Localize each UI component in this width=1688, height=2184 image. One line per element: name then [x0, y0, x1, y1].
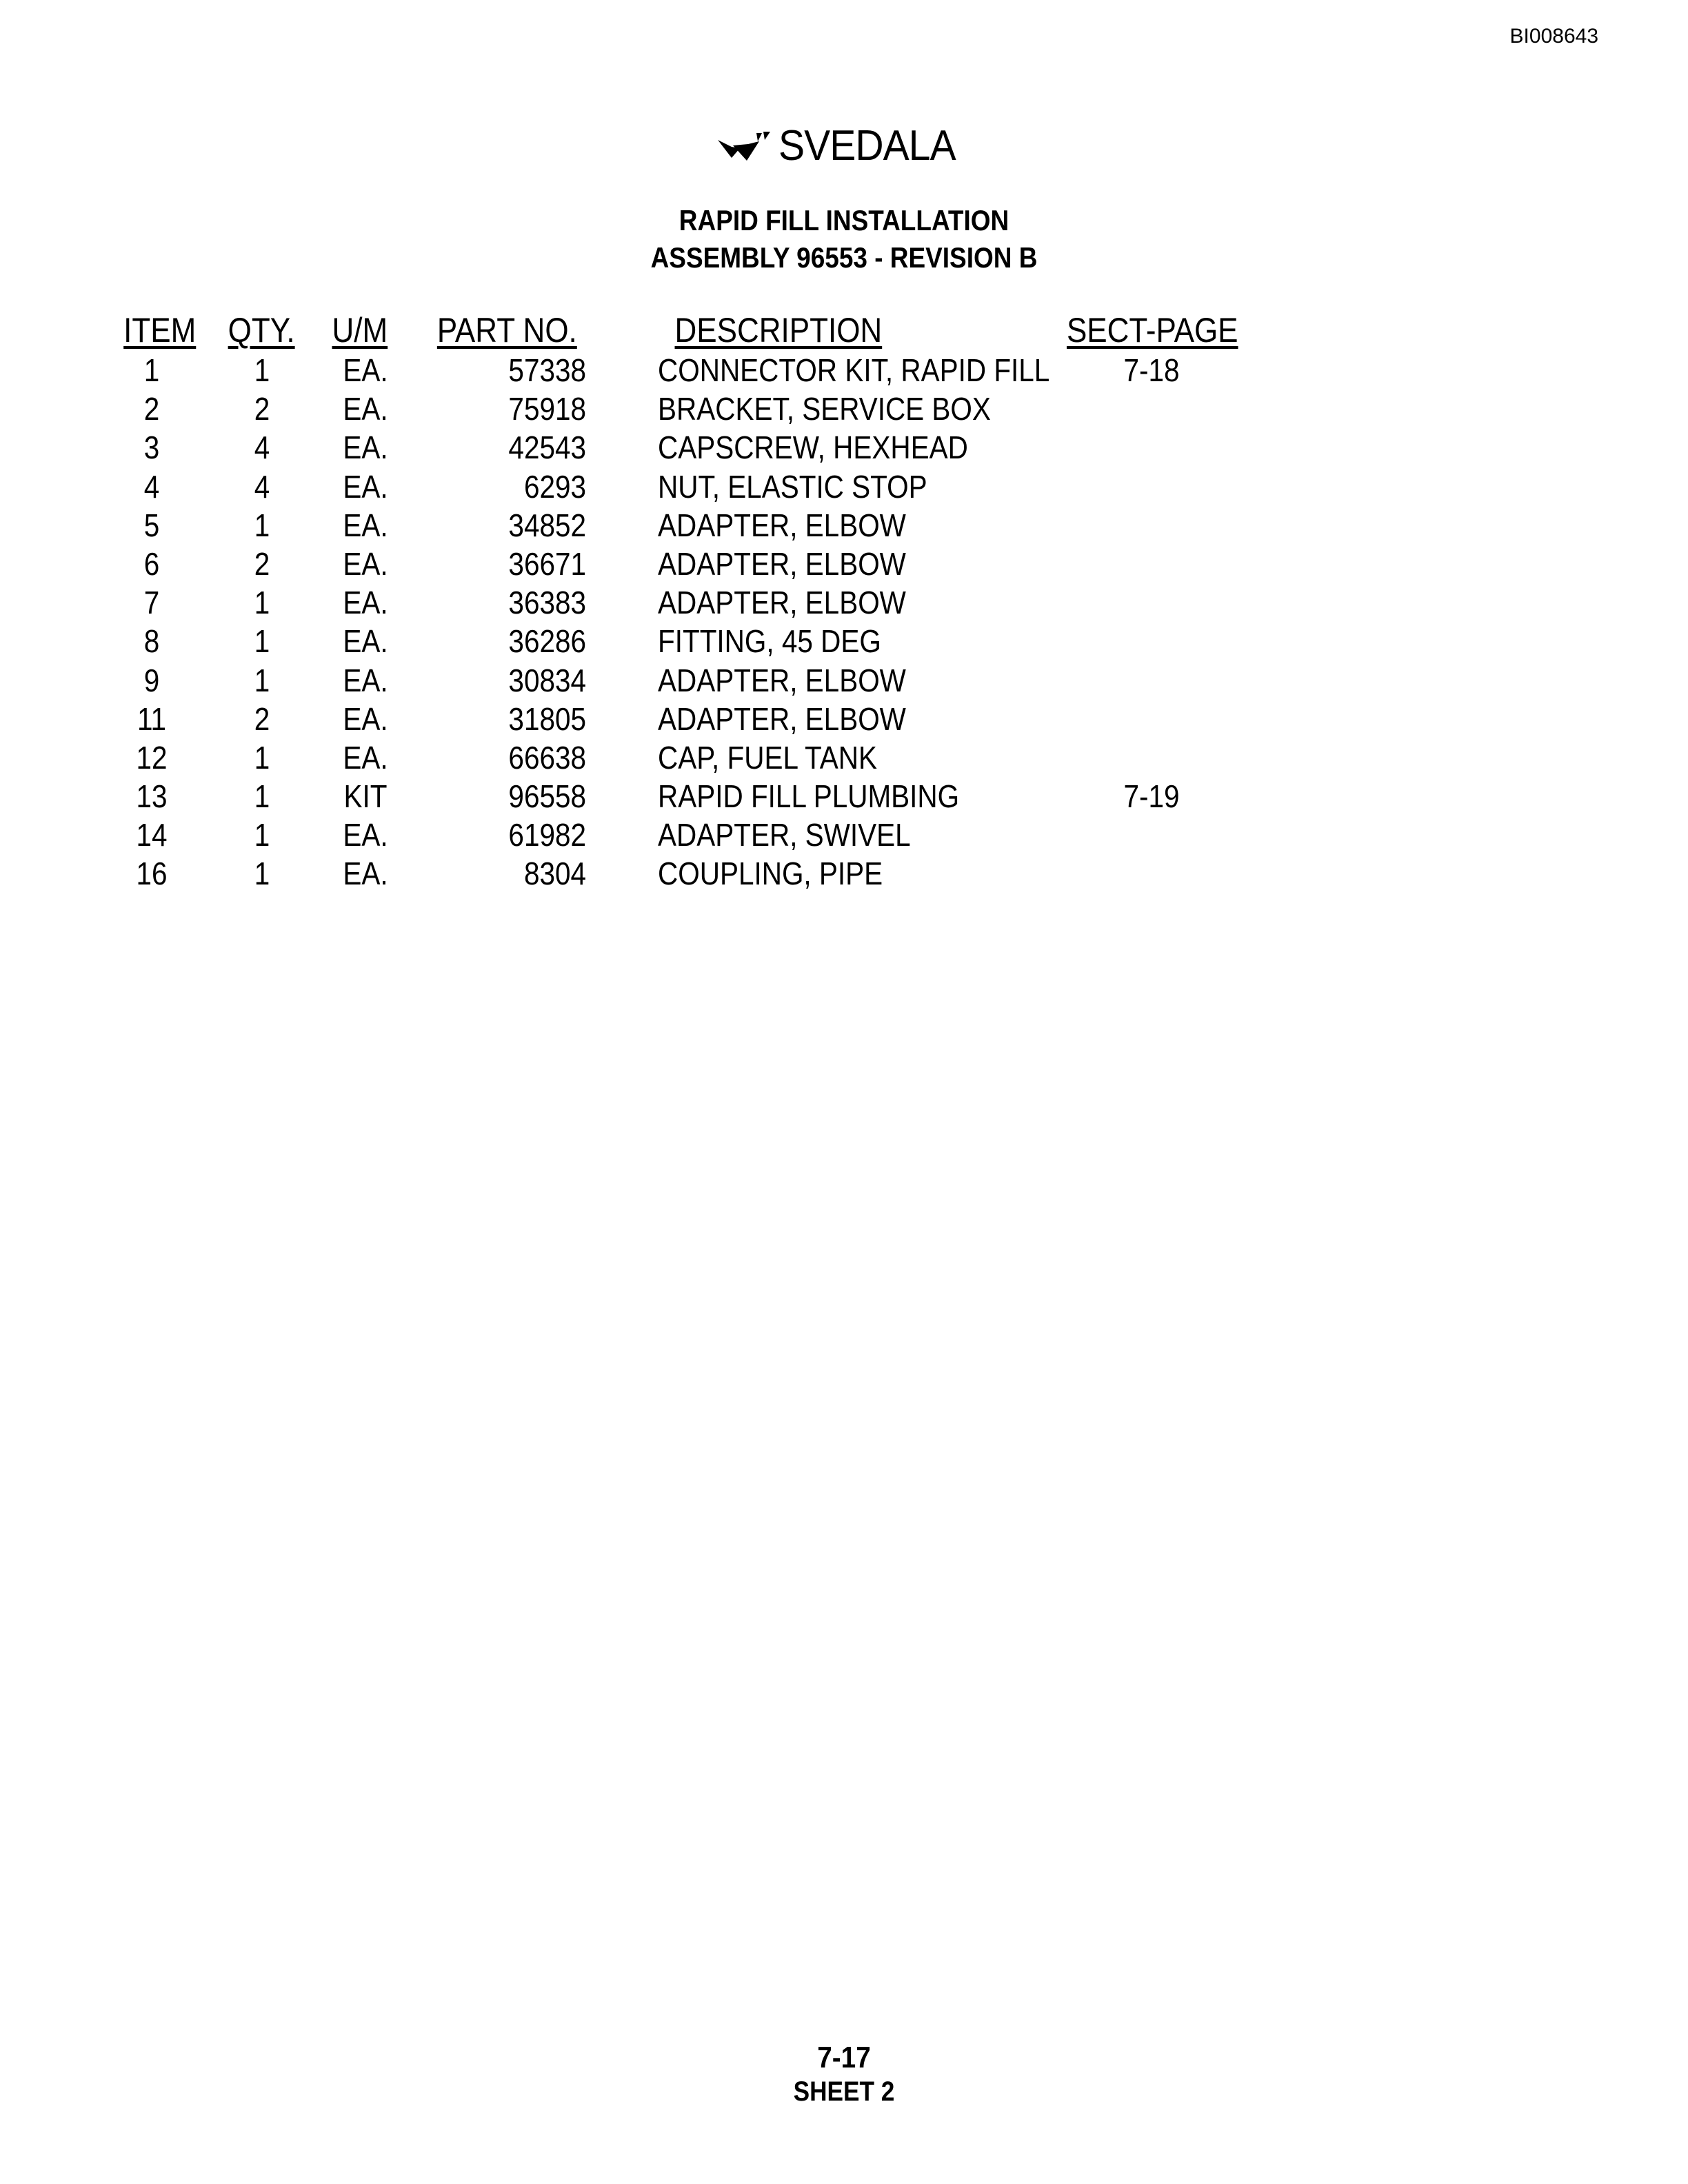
part-number-cell: 36671	[508, 545, 586, 582]
um-cell: EA.	[343, 623, 388, 660]
svedala-logo-icon	[716, 130, 774, 162]
column-header-um: U/M	[332, 311, 388, 350]
table-row	[0, 739, 1688, 778]
column-header-sect-page: SECT-PAGE	[1066, 311, 1238, 350]
page-title: RAPID FILL INSTALLATION	[679, 204, 1009, 236]
part-number-cell: 31805	[508, 700, 586, 737]
item-cell: 3	[143, 429, 160, 466]
um-cell: EA.	[343, 700, 388, 737]
qty-cell: 1	[254, 662, 270, 698]
brand-name: SVEDALA	[778, 122, 956, 170]
description-cell: CAP, FUEL TANK	[658, 739, 877, 776]
description-cell: ADAPTER, ELBOW	[658, 507, 906, 543]
description-cell: ADAPTER, ELBOW	[658, 700, 906, 737]
table-body	[0, 352, 1688, 894]
table-row	[0, 468, 1688, 507]
part-number-cell: 61982	[508, 817, 586, 853]
part-number-cell: 96558	[508, 778, 586, 815]
qty-cell: 2	[254, 391, 270, 427]
sect-page-cell: 7-19	[1123, 778, 1180, 815]
part-number-cell: 8304	[523, 856, 586, 892]
part-number-cell: 30834	[508, 662, 586, 698]
description-cell: ADAPTER, ELBOW	[658, 662, 906, 698]
um-cell: EA.	[343, 662, 388, 698]
table-row	[0, 390, 1688, 429]
sheet-number: SHEET 2	[793, 2076, 895, 2107]
part-number-cell: 36286	[508, 623, 586, 660]
qty-cell: 2	[254, 545, 270, 582]
description-cell: CONNECTOR KIT, RAPID FILL	[658, 352, 1050, 388]
column-header-item: ITEM	[123, 311, 197, 350]
description-cell: RAPID FILL PLUMBING	[658, 778, 960, 815]
um-cell: EA.	[343, 507, 388, 543]
item-cell: 8	[143, 623, 160, 660]
description-cell: ADAPTER, ELBOW	[658, 545, 906, 582]
description-cell: FITTING, 45 DEG	[658, 623, 881, 660]
table-row	[0, 623, 1688, 661]
table-row	[0, 507, 1688, 545]
um-cell: KIT	[343, 778, 388, 815]
table-row	[0, 352, 1688, 390]
part-number-cell: 36383	[508, 585, 586, 621]
part-number-cell: 6293	[523, 468, 586, 505]
qty-cell: 1	[254, 507, 270, 543]
description-cell: BRACKET, SERVICE BOX	[658, 391, 991, 427]
um-cell: EA.	[343, 739, 388, 776]
um-cell: EA.	[343, 429, 388, 466]
item-cell: 4	[143, 468, 160, 505]
description-cell: NUT, ELASTIC STOP	[658, 468, 927, 505]
page-subtitle: ASSEMBLY 96553 - REVISION B	[650, 241, 1038, 274]
um-cell: EA.	[343, 468, 388, 505]
part-number-cell: 57338	[508, 352, 586, 388]
description-cell: CAPSCREW, HEXHEAD	[658, 429, 968, 466]
item-cell: 5	[143, 507, 160, 543]
um-cell: EA.	[343, 545, 388, 582]
sect-page-cell: 7-18	[1123, 352, 1180, 388]
qty-cell: 1	[254, 739, 270, 776]
brand-logo	[0, 121, 1688, 170]
part-number-cell: 34852	[508, 507, 586, 543]
item-cell: 2	[143, 391, 160, 427]
part-number-cell: 42543	[508, 429, 586, 466]
part-number-cell: 75918	[508, 391, 586, 427]
table-row	[0, 429, 1688, 467]
qty-cell: 1	[254, 352, 270, 388]
item-cell: 6	[143, 545, 160, 582]
um-cell: EA.	[343, 817, 388, 853]
table-row	[0, 816, 1688, 855]
description-cell: ADAPTER, ELBOW	[658, 585, 906, 621]
column-header-description: DESCRIPTION	[674, 311, 883, 350]
description-cell: ADAPTER, SWIVEL	[658, 817, 911, 853]
um-cell: EA.	[343, 856, 388, 892]
item-cell: 11	[137, 700, 167, 737]
table-row	[0, 855, 1688, 893]
description-cell: COUPLING, PIPE	[658, 856, 883, 892]
item-cell: 1	[143, 352, 160, 388]
um-cell: EA.	[343, 585, 388, 621]
qty-cell: 1	[254, 623, 270, 660]
table-row	[0, 662, 1688, 700]
qty-cell: 1	[254, 585, 270, 621]
qty-cell: 1	[254, 856, 270, 892]
item-cell: 13	[136, 778, 168, 815]
um-cell: EA.	[343, 352, 388, 388]
item-cell: 12	[136, 739, 168, 776]
qty-cell: 1	[254, 778, 270, 815]
qty-cell: 4	[254, 468, 270, 505]
table-row	[0, 778, 1688, 816]
qty-cell: 4	[254, 429, 270, 466]
part-number-cell: 66638	[508, 739, 586, 776]
document-id: BI008643	[1509, 25, 1598, 48]
um-cell: EA.	[343, 391, 388, 427]
item-cell: 9	[143, 662, 160, 698]
qty-cell: 1	[254, 817, 270, 853]
table-row	[0, 584, 1688, 623]
item-cell: 14	[136, 817, 168, 853]
item-cell: 7	[143, 585, 160, 621]
column-header-part-no: PART NO.	[436, 311, 577, 350]
table-row	[0, 700, 1688, 739]
page-number: 7-17	[817, 2041, 871, 2074]
column-header-qty: QTY.	[228, 311, 295, 350]
table-row	[0, 545, 1688, 584]
qty-cell: 2	[254, 700, 270, 737]
item-cell: 16	[136, 856, 168, 892]
